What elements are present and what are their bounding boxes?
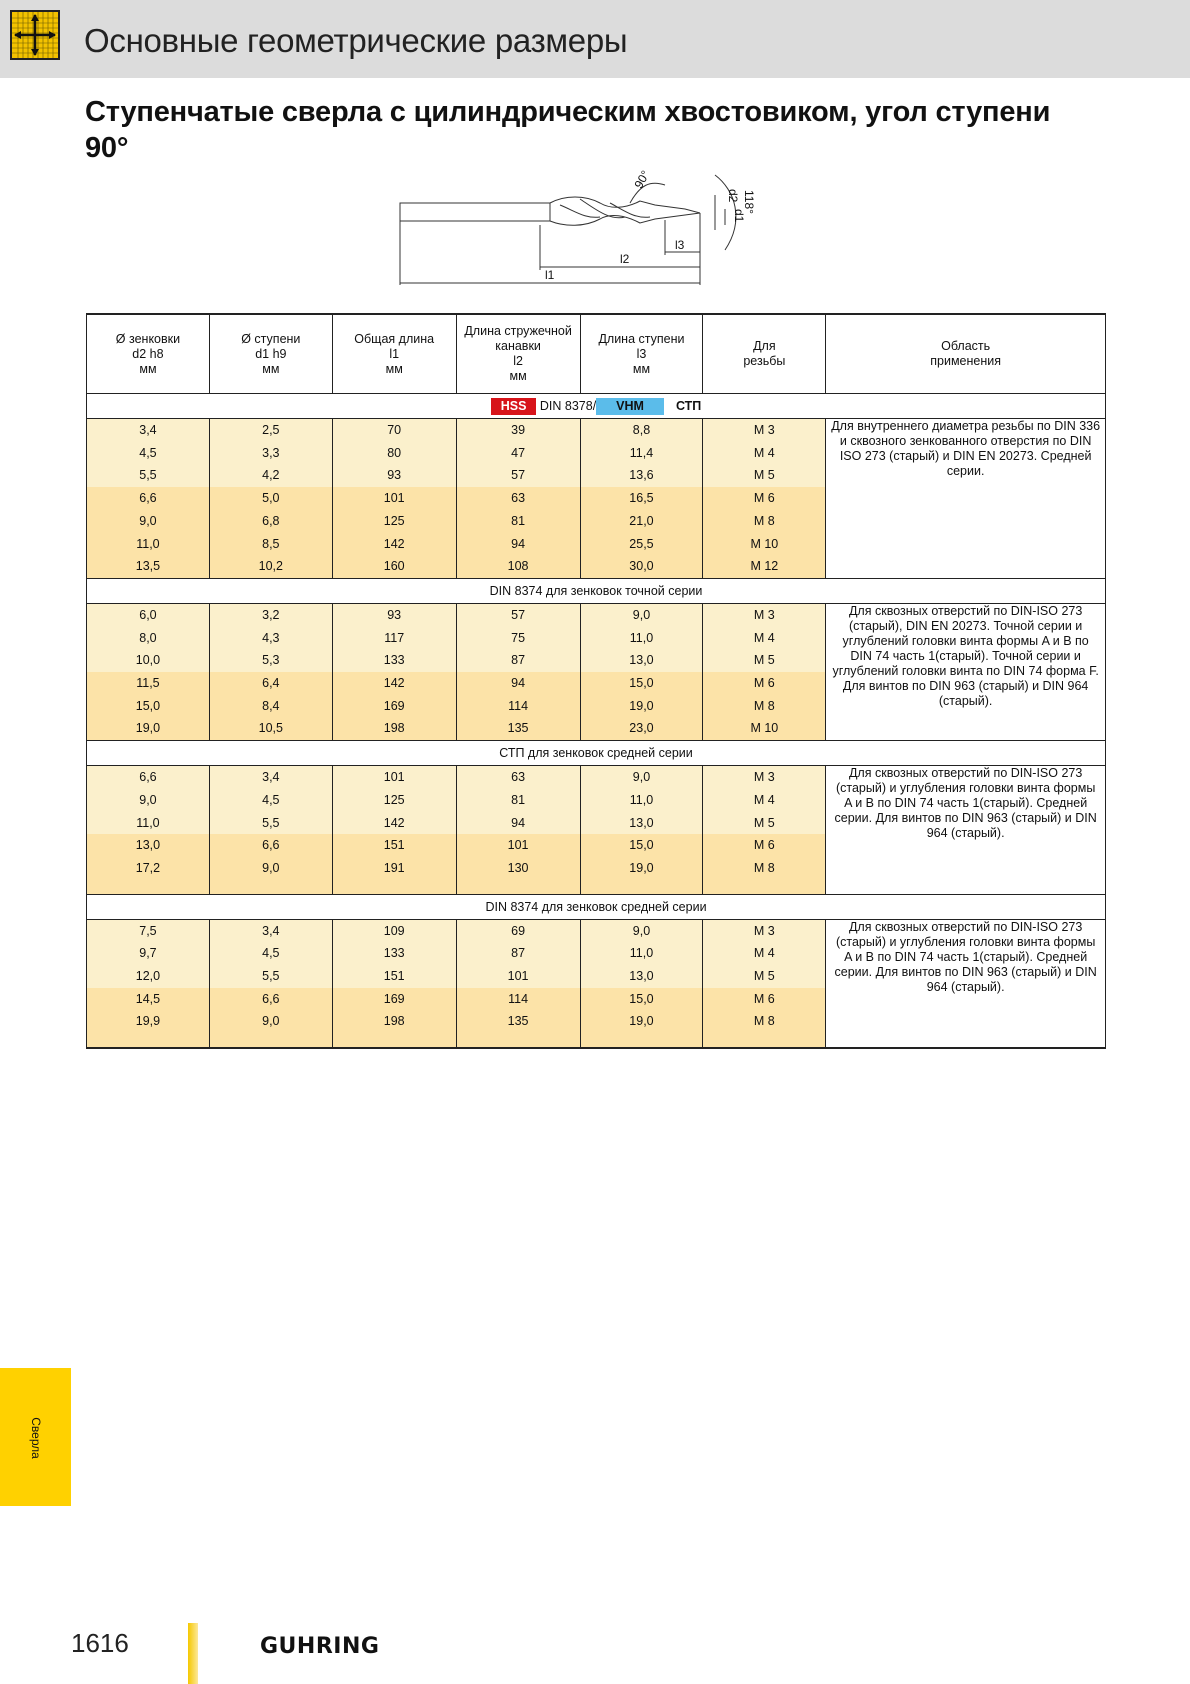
table-cell: 15,0 [580,672,703,695]
table-cell: 19,0 [580,1010,703,1033]
table-cell: 117 [332,627,456,650]
footer-accent-bar [188,1623,198,1684]
table-cell: 169 [332,695,456,718]
side-tab-drills[interactable]: Сверла [0,1368,71,1506]
table-cell: 13,5 [87,555,210,578]
table-cell: 13,0 [580,812,703,835]
table-cell: 69 [456,919,580,942]
table-cell: 9,0 [87,510,210,533]
section-header [87,578,1106,603]
padding-cell [209,880,332,895]
stp-label: СТП [675,398,702,413]
d1-label: d1 [732,209,746,223]
table-cell: 101 [456,965,580,988]
padding-cell [456,1033,580,1048]
table-cell: 10,2 [209,555,332,578]
table-cell: 125 [332,510,456,533]
table-cell: 94 [456,672,580,695]
section-hss-vhm [87,394,1106,419]
table-cell: M 8 [703,1010,826,1033]
table-cell: 198 [332,717,456,740]
table-cell: 7,5 [87,919,210,942]
table-cell: 133 [332,649,456,672]
header-d1: Ø ступени d1 h9 мм [209,314,332,394]
table-cell: 8,5 [209,533,332,556]
table-cell: 11,0 [580,627,703,650]
table-cell: 93 [332,603,456,626]
brand-logo: GUHRING [260,1634,380,1659]
table-cell: 2,5 [209,419,332,442]
table-cell: M 3 [703,419,826,442]
table-cell: M 8 [703,510,826,533]
din-8378-label: DIN 8378/ [539,398,597,413]
table-row [87,419,1106,442]
table-cell: 133 [332,942,456,965]
table-cell: 10,0 [87,649,210,672]
table-cell: 17,2 [87,857,210,880]
table-cell: 160 [332,555,456,578]
l2-label: l2 [620,252,630,266]
table-cell: 12,0 [87,965,210,988]
table-cell: 11,5 [87,672,210,695]
table-cell: 87 [456,942,580,965]
table-cell: 75 [456,627,580,650]
table-cell: 94 [456,812,580,835]
table-cell: 30,0 [580,555,703,578]
table-cell: 3,3 [209,442,332,465]
table-cell: 11,0 [580,942,703,965]
padding-cell [580,1033,703,1048]
header-l1: Общая длина l1 мм [332,314,456,394]
padding-cell [703,880,826,895]
table-cell: 21,0 [580,510,703,533]
table-cell: 4,3 [209,627,332,650]
table-cell: 9,0 [209,1010,332,1033]
angle-118-label: 118° [742,190,756,214]
application-note: Для внутреннего диаметра резьбы по DIN 336 и сквозного зенкованного отверстия по DIN ISO 273 (старый) и DIN EN 20273. Средней серии. [826,419,1106,579]
table-cell: M 8 [703,695,826,718]
table-cell: 8,4 [209,695,332,718]
section-subtitle: Ступенчатые сверла с цилиндрическим хвостовиком, угол ступени 90° [85,96,1051,164]
table-cell: 5,5 [87,464,210,487]
table-cell: 9,0 [580,603,703,626]
table-cell: M 4 [703,942,826,965]
table-cell: 135 [456,717,580,740]
header-l3: Длина ступени l3 мм [580,314,703,394]
table-cell: M 5 [703,649,826,672]
padding-cell [209,1033,332,1048]
table-cell: 13,0 [580,965,703,988]
angle-90-label: 90° [631,168,653,191]
table-cell: 14,5 [87,988,210,1011]
padding-cell [703,1033,826,1048]
table-cell: M 5 [703,965,826,988]
table-cell: 15,0 [580,834,703,857]
table-cell: 13,0 [580,649,703,672]
table-cell: M 4 [703,627,826,650]
table-cell: 3,2 [209,603,332,626]
table-cell: 5,5 [209,965,332,988]
table-cell: 57 [456,603,580,626]
table-cell: 6,4 [209,672,332,695]
table-cell: 19,0 [87,717,210,740]
table-cell: 125 [332,789,456,812]
header-application: Область применения [826,314,1106,394]
table-cell: 63 [456,487,580,510]
table-cell: 4,5 [209,789,332,812]
section-header [87,894,1106,919]
hss-badge: HSS [491,398,537,415]
table-cell: 109 [332,919,456,942]
table-cell: 191 [332,857,456,880]
table-cell: 39 [456,419,580,442]
dimension-logo-icon [10,10,60,60]
table-cell: 101 [332,766,456,789]
table-cell: M 4 [703,442,826,465]
l1-label: l1 [545,268,555,282]
padding-cell [332,1033,456,1048]
table-cell: 81 [456,789,580,812]
table-cell: 4,5 [87,442,210,465]
table-cell: 142 [332,812,456,835]
header-l2: Длина стружечной канавки l2 мм [456,314,580,394]
table-cell: 6,6 [209,988,332,1011]
application-note: Для сквозных отверстий по DIN-ISO 273 (старый) и углубления головки винта формы A и B по DIN 74 часть 1(старый). Средней серии. Для винтов по DIN 963 (старый) и DIN 964 (старый). [826,919,1106,1048]
section-title: DIN 8374 для зенковок средней серии [87,894,1106,919]
table-cell: 9,0 [87,789,210,812]
table-cell: 5,0 [209,487,332,510]
l3-label: l3 [675,238,685,252]
table-cell: 169 [332,988,456,1011]
table-cell: 9,0 [209,857,332,880]
table-row [87,603,1106,626]
table-cell: 6,0 [87,603,210,626]
table-cell: M 6 [703,487,826,510]
table-cell: M 8 [703,857,826,880]
table-cell: 13,6 [580,464,703,487]
table-cell: 142 [332,672,456,695]
table-row [87,919,1106,942]
table-cell: 11,0 [580,789,703,812]
table-cell: 5,5 [209,812,332,835]
table-cell: 87 [456,649,580,672]
table-cell: 3,4 [209,766,332,789]
padding-cell [456,880,580,895]
table-cell: 114 [456,695,580,718]
table-cell: 81 [456,510,580,533]
table-cell: 6,6 [209,834,332,857]
header-thread: Для резьбы [703,314,826,394]
table-cell: M 3 [703,766,826,789]
step-drill-diagram [385,165,805,295]
table-cell: 4,5 [209,942,332,965]
table-cell: 9,0 [580,766,703,789]
table-cell: 63 [456,766,580,789]
table-cell: M 5 [703,464,826,487]
header-d2: Ø зенковки d2 h8 мм [87,314,210,394]
table-cell: 11,0 [87,533,210,556]
table-cell: 9,7 [87,942,210,965]
table-cell: 151 [332,965,456,988]
table-cell: 3,4 [87,419,210,442]
table-cell: 142 [332,533,456,556]
table-cell: 9,0 [580,919,703,942]
section-title: СТП для зенковок средней серии [87,741,1106,766]
table-cell: 70 [332,419,456,442]
table-cell: 101 [456,834,580,857]
table-cell: 15,0 [87,695,210,718]
table-cell: 198 [332,1010,456,1033]
padding-cell [332,880,456,895]
table-cell: 19,0 [580,857,703,880]
table-cell: 57 [456,464,580,487]
dimensions-table [86,313,1106,1049]
application-note: Для сквозных отверстий по DIN-ISO 273 (старый), DIN EN 20273. Точной серии и углублений головки винта формы A и B по DIN 74 часть 1(старый). Точной серии и углублений головки винта по DIN 74 форма F. Для винтов по DIN 963 (старый) и DIN 964 (старый). [826,603,1106,740]
table-cell: 13,0 [87,834,210,857]
table-cell: 94 [456,533,580,556]
table-cell: 3,4 [209,919,332,942]
table-cell: 16,5 [580,487,703,510]
d2-label: d2 [726,189,740,203]
application-note: Для сквозных отверстий по DIN-ISO 273 (старый) и углубления головки винта формы A и B по DIN 74 часть 1(старый). Средней серии. Для винтов по DIN 963 (старый) и DIN 964 (старый). [826,766,1106,895]
page-number: 1616 [71,1628,129,1658]
table-cell: 11,0 [87,812,210,835]
table-cell: 25,5 [580,533,703,556]
table-cell: M 3 [703,603,826,626]
padding-cell [87,1033,210,1048]
table-cell: M 10 [703,533,826,556]
table-cell: 101 [332,487,456,510]
table-cell: M 10 [703,717,826,740]
section-header [87,741,1106,766]
table-cell: 19,9 [87,1010,210,1033]
table-cell: M 6 [703,672,826,695]
table-cell: 19,0 [580,695,703,718]
table-cell: 130 [456,857,580,880]
table-cell: 151 [332,834,456,857]
table-cell: 93 [332,464,456,487]
vhm-badge: VHM [596,398,664,415]
table-cell: M 4 [703,789,826,812]
table-cell: M 6 [703,834,826,857]
table-cell: 10,5 [209,717,332,740]
table-cell: 47 [456,442,580,465]
table-cell: 8,0 [87,627,210,650]
page-title: Основные геометрические размеры [84,22,628,59]
section-title: DIN 8374 для зенковок точной серии [87,578,1106,603]
table-cell: 11,4 [580,442,703,465]
table-cell: 6,6 [87,487,210,510]
table-cell: 23,0 [580,717,703,740]
table-cell: M 3 [703,919,826,942]
table-row [87,766,1106,789]
table-cell: 5,3 [209,649,332,672]
table-cell: 80 [332,442,456,465]
table-cell: 4,2 [209,464,332,487]
table-cell: 6,6 [87,766,210,789]
table-cell: 114 [456,988,580,1011]
table-cell: 108 [456,555,580,578]
table-cell: M 6 [703,988,826,1011]
table-cell: 15,0 [580,988,703,1011]
table-cell: M 12 [703,555,826,578]
padding-cell [87,880,210,895]
table-cell: 8,8 [580,419,703,442]
table-cell: M 5 [703,812,826,835]
table-cell: 6,8 [209,510,332,533]
padding-cell [580,880,703,895]
table-cell: 135 [456,1010,580,1033]
